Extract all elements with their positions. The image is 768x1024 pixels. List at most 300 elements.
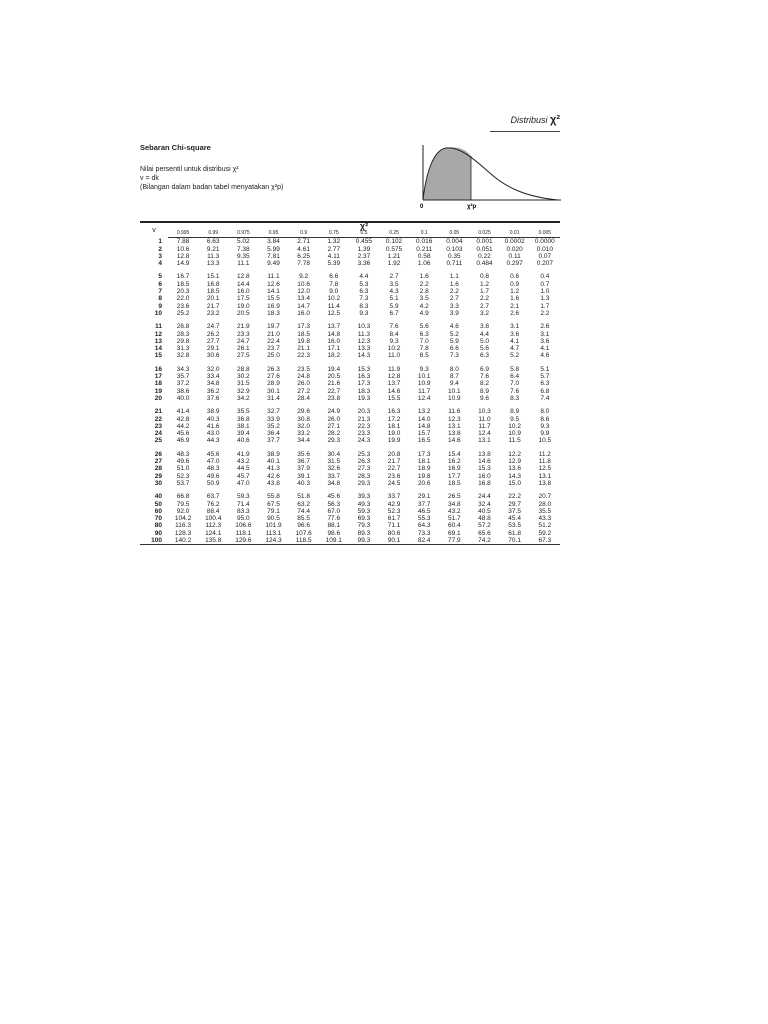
table-cell: 71.4 bbox=[237, 500, 250, 508]
row-dof-cell: 8 bbox=[158, 295, 162, 303]
table-cell: 1.3 bbox=[540, 295, 550, 303]
table-cell: 24.7 bbox=[206, 323, 220, 331]
table-cell: 29.7 bbox=[508, 500, 521, 508]
table-cell: 23.6 bbox=[387, 472, 401, 480]
table-row bbox=[140, 273, 560, 280]
header-chi-symbol: χ² bbox=[550, 114, 560, 126]
table-cell: 100.4 bbox=[205, 515, 222, 523]
table-cell: 32.4 bbox=[478, 500, 491, 508]
table-row bbox=[140, 515, 560, 522]
row-dof-cell: 30 bbox=[154, 479, 162, 487]
table-cell: 28.8 bbox=[237, 365, 250, 373]
table-cell: 0.35 bbox=[448, 252, 461, 260]
table-row bbox=[140, 465, 560, 472]
table-cell: 34.8 bbox=[206, 380, 220, 388]
row-dof-cell: 6 bbox=[158, 280, 162, 288]
table-cell: 74.2 bbox=[469, 537, 499, 545]
table-cell: 12.5 bbox=[327, 309, 341, 317]
table-cell: 3.6 bbox=[540, 337, 550, 345]
table-cell: 22.7 bbox=[327, 387, 341, 395]
table-cell: 10.2 bbox=[508, 422, 521, 430]
table-cell: 8.0 bbox=[449, 365, 459, 373]
table-cell: 3.9 bbox=[449, 309, 459, 317]
table-cell: 28.4 bbox=[297, 394, 310, 402]
table-cell: 17.2 bbox=[387, 415, 401, 423]
table-cell: 4.2 bbox=[419, 302, 429, 310]
table-cell: 0.0002 bbox=[504, 238, 525, 246]
table-cell: 42.9 bbox=[387, 500, 401, 508]
table-cell: 14.3 bbox=[357, 352, 371, 360]
table-cell: 135.8 bbox=[198, 537, 228, 545]
table-cell: 1.1 bbox=[449, 273, 459, 281]
table-cell: 7.81 bbox=[267, 252, 280, 260]
table-cell: 18.5 bbox=[206, 288, 220, 296]
percentile-header: 0.01 bbox=[500, 230, 530, 238]
table-cell: 7.88 bbox=[176, 238, 190, 246]
percentile-header: 0.005 bbox=[530, 230, 560, 238]
table-cell: 49.3 bbox=[357, 500, 371, 508]
table-row bbox=[140, 537, 560, 545]
page-header-title bbox=[470, 114, 560, 126]
table-row bbox=[140, 530, 560, 537]
table-cell: 47.0 bbox=[206, 458, 220, 466]
table-cell: 13.8 bbox=[478, 450, 491, 458]
table-row bbox=[140, 501, 560, 508]
table-cell: 7.6 bbox=[510, 387, 520, 395]
table-body bbox=[140, 238, 560, 545]
table-cell: 3.5 bbox=[389, 280, 399, 288]
table-cell: 14.4 bbox=[237, 280, 250, 288]
table-cell: 30.4 bbox=[327, 450, 341, 458]
table-cell: 22.4 bbox=[267, 337, 280, 345]
table-cell: 49.6 bbox=[206, 472, 220, 480]
table-row bbox=[140, 458, 560, 465]
table-cell: 1.2 bbox=[510, 288, 520, 296]
table-cell: 33.2 bbox=[297, 430, 310, 438]
table-cell: 25.3 bbox=[357, 450, 371, 458]
table-row bbox=[140, 437, 560, 444]
table-cell: 0.455 bbox=[355, 238, 373, 246]
table-cell: 16.7 bbox=[176, 273, 190, 281]
table-cell: 11.3 bbox=[357, 330, 370, 338]
table-cell: 8.4 bbox=[389, 330, 399, 338]
table-cell: 21.0 bbox=[267, 330, 280, 338]
table-cell: 5.99 bbox=[267, 245, 280, 253]
table-cell: 45.6 bbox=[176, 430, 190, 438]
intro-line-2: v = dk bbox=[140, 175, 159, 182]
row-dof-cell: 7 bbox=[158, 288, 162, 296]
table-cell: 31.5 bbox=[237, 380, 250, 388]
table-cell: 4.9 bbox=[419, 309, 429, 317]
table-cell: 12.4 bbox=[417, 394, 431, 402]
table-cell: 26.3 bbox=[357, 458, 371, 466]
table-cell: 26.1 bbox=[237, 345, 250, 353]
table-cell: 7.3 bbox=[449, 352, 459, 360]
table-cell: 85.5 bbox=[297, 515, 310, 523]
table-cell: 12.0 bbox=[297, 288, 310, 296]
table-cell: 29.3 bbox=[357, 479, 371, 487]
table-cell: 53.5 bbox=[508, 522, 521, 530]
table-cell: 4.61 bbox=[297, 245, 310, 253]
table-cell: 28.2 bbox=[327, 430, 341, 438]
table-cell: 48.3 bbox=[176, 450, 190, 458]
row-dof-cell: 22 bbox=[154, 415, 162, 423]
table-cell: 0.58 bbox=[417, 252, 431, 260]
table-cell: 79.3 bbox=[357, 522, 371, 530]
table-cell: 7.4 bbox=[540, 394, 550, 402]
table-cell: 14.8 bbox=[417, 422, 431, 430]
table-cell: 113.1 bbox=[265, 529, 282, 537]
table-cell: 7.8 bbox=[329, 280, 339, 288]
table-cell: 12.3 bbox=[357, 337, 371, 345]
table-cell: 38.1 bbox=[237, 422, 250, 430]
table-cell: 31.3 bbox=[176, 345, 190, 353]
table-cell: 3.84 bbox=[267, 238, 280, 246]
table-cell: 50.9 bbox=[206, 479, 220, 487]
table-row bbox=[140, 288, 560, 295]
row-dof-cell: 3 bbox=[158, 252, 162, 260]
row-dof-cell: 25 bbox=[154, 437, 162, 445]
table-cell: 8.9 bbox=[479, 387, 489, 395]
table-cell: 20.7 bbox=[538, 493, 552, 501]
table-cell: 0.016 bbox=[416, 238, 433, 246]
table-cell: 35.5 bbox=[237, 408, 250, 416]
table-cell: 22.3 bbox=[357, 422, 371, 430]
table-cell: 23.6 bbox=[176, 302, 190, 310]
table-cell: 38.9 bbox=[206, 408, 220, 416]
table-cell: 14.7 bbox=[297, 302, 310, 310]
table-cell: 28.3 bbox=[176, 330, 190, 338]
table-cell: 6.8 bbox=[540, 387, 550, 395]
table-cell: 9.3 bbox=[389, 337, 399, 345]
table-cell: 37.7 bbox=[267, 437, 280, 445]
table-cell: 61.7 bbox=[387, 515, 401, 523]
table-row bbox=[140, 480, 560, 487]
table-cell: 7.8 bbox=[419, 345, 429, 353]
table-cell: 1.06 bbox=[417, 260, 431, 268]
table-cell: 10.9 bbox=[417, 380, 431, 388]
table-cell: 18.5 bbox=[176, 280, 190, 288]
table-cell: 38.9 bbox=[267, 450, 280, 458]
table-cell: 1.6 bbox=[419, 273, 429, 281]
table-cell: 80.6 bbox=[387, 529, 401, 537]
row-dof-cell: 20 bbox=[154, 394, 162, 402]
table-cell: 38.6 bbox=[176, 387, 190, 395]
table-cell: 92.0 bbox=[176, 507, 190, 515]
table-cell: 24.3 bbox=[357, 437, 371, 445]
table-cell: 67.3 bbox=[530, 537, 560, 545]
table-cell: 1.32 bbox=[327, 238, 341, 246]
table-cell: 1.6 bbox=[449, 280, 459, 288]
table-cell: 18.5 bbox=[448, 479, 461, 487]
table-cell: 79.5 bbox=[176, 500, 190, 508]
table-top-header-row bbox=[140, 222, 560, 230]
table-cell: 4.11 bbox=[327, 252, 340, 260]
table-cell: 77.6 bbox=[327, 515, 341, 523]
table-cell: 17.3 bbox=[357, 380, 371, 388]
row-dof-cell: 70 bbox=[154, 515, 162, 523]
table-cell: 8.2 bbox=[479, 380, 489, 388]
table-cell: 106.6 bbox=[235, 522, 252, 530]
table-row bbox=[140, 395, 560, 402]
table-cell: 14.6 bbox=[387, 387, 401, 395]
table-cell: 41.4 bbox=[176, 408, 190, 416]
table-cell: 6.3 bbox=[479, 352, 489, 360]
intro-line-1: Nilai persentil untuk distribusi χ² bbox=[140, 166, 239, 173]
table-cell: 3.6 bbox=[510, 330, 520, 338]
row-dof-cell: 26 bbox=[154, 450, 162, 458]
shaded-area bbox=[423, 147, 471, 200]
percentile-header: 0.75 bbox=[319, 230, 349, 238]
table-row bbox=[140, 373, 560, 380]
table-cell: 13.6 bbox=[508, 465, 521, 473]
table-cell: 10.2 bbox=[327, 295, 341, 303]
table-cell: 98.6 bbox=[327, 529, 341, 537]
table-cell: 9.3 bbox=[359, 309, 369, 317]
table-cell: 16.8 bbox=[478, 479, 491, 487]
table-cell: 6.63 bbox=[206, 238, 220, 246]
table-cell: 9.5 bbox=[510, 415, 520, 423]
table-cell: 32.0 bbox=[297, 422, 310, 430]
table-cell: 59.2 bbox=[538, 529, 552, 537]
table-cell: 0.575 bbox=[385, 245, 403, 253]
table-row bbox=[140, 423, 560, 430]
table-cell: 16.0 bbox=[327, 337, 341, 345]
table-cell: 26.3 bbox=[267, 365, 280, 373]
table-cell: 4.1 bbox=[510, 337, 520, 345]
table-cell: 90.5 bbox=[267, 515, 280, 523]
table-cell: 20.5 bbox=[327, 373, 341, 381]
table-cell: 51.8 bbox=[297, 493, 310, 501]
table-cell: 3.8 bbox=[479, 323, 489, 331]
table-cell: 36.8 bbox=[237, 415, 250, 423]
table-row bbox=[140, 338, 560, 345]
table-cell: 82.4 bbox=[409, 537, 439, 545]
table-cell: 35.7 bbox=[176, 373, 190, 381]
percentile-header: 0.9 bbox=[289, 230, 319, 238]
row-dof-cell: 11 bbox=[155, 323, 162, 331]
table-cell: 116.3 bbox=[175, 522, 191, 530]
row-dof-cell: 27 bbox=[154, 458, 162, 466]
table-cell: 70.1 bbox=[500, 537, 530, 545]
row-dof-cell: 100 bbox=[140, 537, 168, 545]
table-cell: 6.3 bbox=[359, 288, 369, 296]
table-cell: 48.3 bbox=[206, 465, 220, 473]
table-row bbox=[140, 323, 560, 330]
intro-title: Sebaran Chi-square bbox=[140, 143, 211, 152]
table-cell: 65.6 bbox=[478, 529, 491, 537]
table-cell: 71.1 bbox=[387, 522, 401, 530]
table-cell: 18.1 bbox=[387, 422, 401, 430]
table-cell: 5.02 bbox=[237, 238, 250, 246]
table-cell: 13.8 bbox=[448, 430, 461, 438]
table-cell: 95.0 bbox=[237, 515, 250, 523]
row-dof-cell: 12 bbox=[154, 330, 162, 338]
table-cell: 104.2 bbox=[174, 515, 192, 523]
table-row bbox=[140, 366, 560, 373]
table-cell: 11.9 bbox=[387, 365, 401, 373]
table-cell: 63.2 bbox=[297, 500, 310, 508]
percentile-header: 0.995 bbox=[168, 230, 198, 238]
table-cell: 8.0 bbox=[540, 408, 550, 416]
table-cell: 6.4 bbox=[510, 373, 520, 381]
table-cell: 30.8 bbox=[297, 415, 310, 423]
table-cell: 0.07 bbox=[538, 252, 552, 260]
table-cell: 52.3 bbox=[176, 472, 190, 480]
table-cell: 17.5 bbox=[237, 295, 250, 303]
table-cell: 10.9 bbox=[448, 394, 461, 402]
row-dof-cell: 19 bbox=[154, 387, 162, 395]
table-cell: 118.1 bbox=[235, 529, 252, 537]
table-cell: 16.5 bbox=[417, 437, 431, 445]
table-cell: 96.6 bbox=[297, 522, 310, 530]
chi-square-table-container bbox=[140, 221, 560, 545]
table-cell: 37.9 bbox=[297, 465, 310, 473]
table-cell: 20.3 bbox=[357, 408, 371, 416]
table-cell: 16.8 bbox=[206, 280, 220, 288]
table-cell: 1.6 bbox=[510, 295, 520, 303]
intro-line-3: (Bilangan dalam badan tabel menyatakan χ²p) bbox=[140, 184, 284, 191]
table-cell: 0.6 bbox=[510, 273, 520, 281]
table-cell: 24.5 bbox=[387, 479, 401, 487]
table-cell: 32.7 bbox=[267, 408, 280, 416]
table-cell: 45.6 bbox=[327, 493, 341, 501]
table-cell: 18.1 bbox=[417, 458, 431, 466]
table-cell: 33.7 bbox=[387, 493, 401, 501]
table-cell: 2.7 bbox=[479, 302, 489, 310]
table-cell: 29.6 bbox=[297, 408, 310, 416]
table-cell: 44.3 bbox=[206, 437, 220, 445]
chi-header: χ² bbox=[168, 222, 560, 230]
table-cell: 59.3 bbox=[237, 493, 250, 501]
table-cell: 23.8 bbox=[327, 394, 341, 402]
table-cell: 20.5 bbox=[237, 309, 250, 317]
table-cell: 1.39 bbox=[357, 245, 371, 253]
table-cell: 15.4 bbox=[448, 450, 461, 458]
table-cell: 34.3 bbox=[176, 365, 190, 373]
table-cell: 11.7 bbox=[478, 422, 491, 430]
table-cell: 6.3 bbox=[540, 380, 550, 388]
header-rule bbox=[490, 131, 560, 132]
percentile-header: 0.95 bbox=[258, 230, 288, 238]
row-dof-cell: 16 bbox=[154, 365, 162, 373]
table-cell: 60.4 bbox=[448, 522, 461, 530]
table-cell: 0.8 bbox=[479, 273, 489, 281]
table-cell: 27.2 bbox=[297, 387, 310, 395]
table-cell: 9.0 bbox=[329, 288, 339, 296]
table-row bbox=[140, 522, 560, 529]
table-cell: 10.6 bbox=[176, 245, 190, 253]
chi-square-table bbox=[140, 221, 560, 545]
table-cell: 12.3 bbox=[448, 415, 461, 423]
table-row bbox=[140, 508, 560, 515]
table-cell: 7.78 bbox=[297, 260, 310, 268]
table-cell: 10.9 bbox=[508, 430, 521, 438]
table-cell: 9.9 bbox=[540, 430, 550, 438]
percentile-header: 0.5 bbox=[349, 230, 379, 238]
table-cell: 140.2 bbox=[168, 537, 198, 545]
table-cell: 26.8 bbox=[176, 323, 190, 331]
table-cell: 8.5 bbox=[419, 352, 429, 360]
table-cell: 27.6 bbox=[267, 373, 280, 381]
table-cell: 29.1 bbox=[417, 493, 431, 501]
table-cell: 26.5 bbox=[448, 493, 461, 501]
table-cell: 15.3 bbox=[357, 365, 371, 373]
table-cell: 7.3 bbox=[359, 295, 369, 303]
table-cell: 0.22 bbox=[478, 252, 491, 260]
table-cell: 0.484 bbox=[476, 260, 493, 268]
table-cell: 18.3 bbox=[357, 387, 371, 395]
table-cell: 5.9 bbox=[389, 302, 399, 310]
table-cell: 12.8 bbox=[176, 252, 190, 260]
table-cell: 99.3 bbox=[349, 537, 379, 545]
table-cell: 24.4 bbox=[478, 493, 491, 501]
table-cell: 51.7 bbox=[448, 515, 461, 523]
table-cell: 0.4 bbox=[540, 273, 550, 281]
table-cell: 55.8 bbox=[267, 493, 280, 501]
percentile-header: 0.1 bbox=[409, 230, 439, 238]
table-cell: 33.9 bbox=[267, 415, 280, 423]
table-cell: 15.3 bbox=[478, 465, 491, 473]
table-cell: 34.8 bbox=[327, 479, 341, 487]
table-cell: 45.6 bbox=[206, 450, 220, 458]
table-cell: 16.0 bbox=[478, 472, 491, 480]
table-cell: 3.3 bbox=[449, 302, 459, 310]
table-cell: 29.3 bbox=[327, 437, 341, 445]
table-cell: 3.5 bbox=[419, 295, 429, 303]
table-cell: 9.49 bbox=[267, 260, 280, 268]
table-cell: 21.3 bbox=[357, 415, 371, 423]
row-dof-cell: 10 bbox=[154, 309, 162, 317]
table-cell: 22.2 bbox=[508, 493, 521, 501]
table-cell: 12.9 bbox=[508, 458, 521, 466]
table-cell: 19.8 bbox=[297, 337, 310, 345]
table-cell: 12.8 bbox=[387, 373, 401, 381]
table-cell: 11.1 bbox=[237, 260, 250, 268]
table-cell: 29.1 bbox=[206, 345, 220, 353]
table-cell: 10.3 bbox=[478, 408, 491, 416]
table-cell: 27.3 bbox=[357, 465, 371, 473]
table-cell: 19.8 bbox=[417, 472, 431, 480]
table-cell: 11.5 bbox=[508, 437, 521, 445]
table-cell: 35.5 bbox=[538, 507, 552, 515]
table-cell: 67.0 bbox=[327, 507, 341, 515]
table-cell: 24.7 bbox=[237, 337, 250, 345]
table-cell: 13.1 bbox=[448, 422, 461, 430]
table-cell: 5.7 bbox=[540, 373, 550, 381]
table-cell: 4.3 bbox=[389, 288, 399, 296]
table-cell: 39.1 bbox=[297, 472, 310, 480]
table-cell: 12.4 bbox=[478, 430, 491, 438]
table-row bbox=[140, 416, 560, 423]
table-cell: 61.8 bbox=[508, 529, 521, 537]
table-cell: 19.9 bbox=[387, 437, 401, 445]
table-cell: 13.8 bbox=[538, 479, 552, 487]
table-cell: 22.0 bbox=[176, 295, 190, 303]
table-cell: 5.1 bbox=[389, 295, 399, 303]
table-cell: 6.6 bbox=[449, 345, 459, 353]
table-cell: 20.1 bbox=[206, 295, 220, 303]
percentile-header: 0.975 bbox=[228, 230, 258, 238]
table-cell: 21.7 bbox=[387, 458, 401, 466]
table-row bbox=[140, 295, 560, 302]
table-row bbox=[140, 408, 560, 415]
table-cell: 2.7 bbox=[389, 273, 399, 281]
table-cell: 5.1 bbox=[540, 365, 550, 373]
table-cell: 37.2 bbox=[176, 380, 190, 388]
table-cell: 0.207 bbox=[536, 260, 553, 268]
table-cell: 11.7 bbox=[418, 387, 431, 395]
